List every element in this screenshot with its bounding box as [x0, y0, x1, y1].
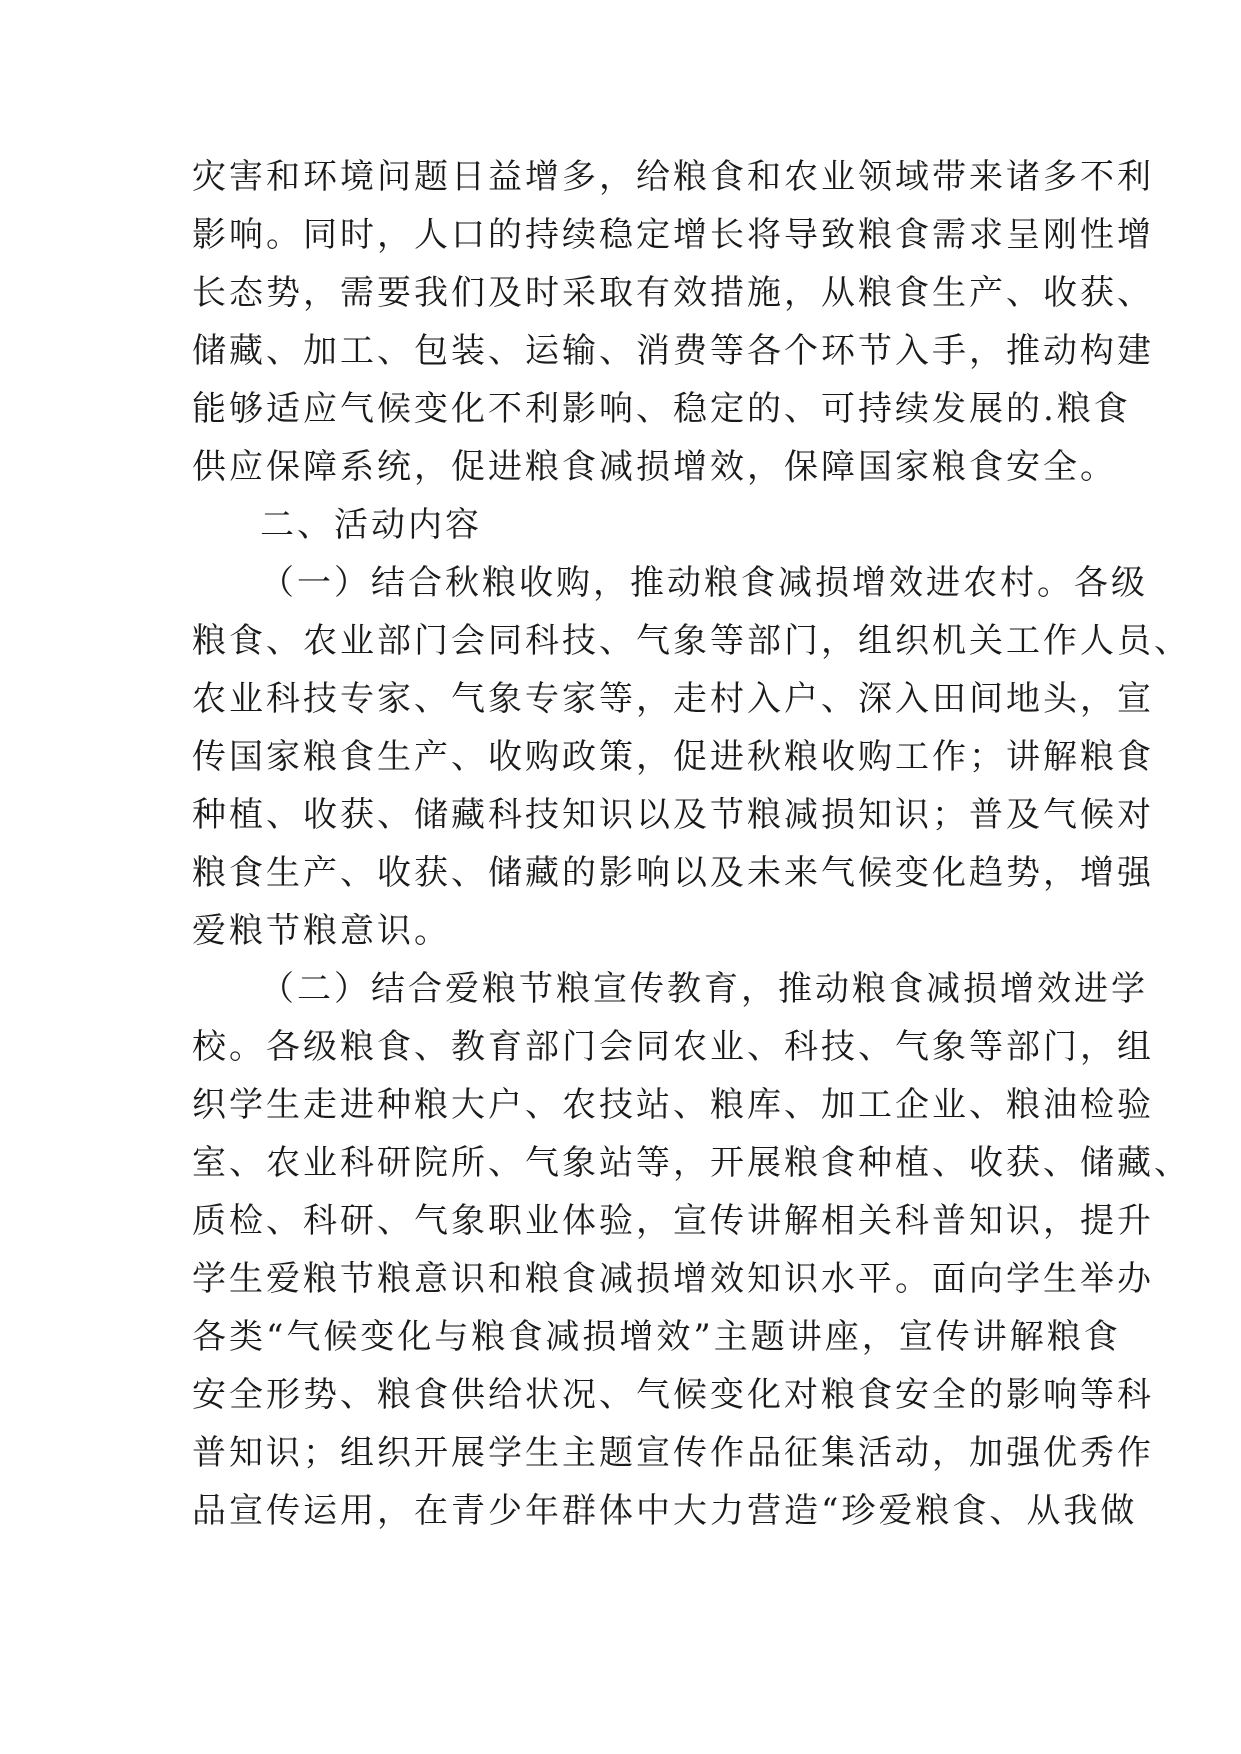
text-line: 各类“气候变化与粮食减损增效”主题讲座，宣传讲解粮食: [192, 1317, 1121, 1357]
text-line: 灾害和环境问题日益增多，给粮食和农业领域带来诸多不利: [192, 157, 1154, 197]
text-line: 粮食生产、收获、储藏的影响以及未来气候变化趋势，增强: [192, 853, 1154, 893]
text-line: 室、农业科研院所、气象站等，开展粮食种植、收获、储藏、: [192, 1143, 1191, 1183]
text-line: 能够适应气候变化不利影响、稳定的、可持续发展的.粮食: [192, 389, 1131, 429]
text-line: 粮食、农业部门会同科技、气象等部门，组织机关工作人员、: [192, 621, 1191, 661]
text-line: 爱粮节粮意识。: [192, 911, 451, 951]
text-line: 传国家粮食生产、收购政策，促进秋粮收购工作；讲解粮食: [192, 737, 1154, 777]
text-line: 质检、科研、气象职业体验，宣传讲解相关科普知识，提升: [192, 1201, 1154, 1241]
text-line: 储藏、加工、包装、运输、消费等各个环节入手，推动构建: [192, 331, 1154, 371]
text-line: 供应保障系统，促进粮食减损增效，保障国家粮食安全。: [192, 447, 1117, 487]
text-line: 影响。同时，人口的持续稳定增长将导致粮食需求呈刚性增: [192, 215, 1154, 255]
text-line: 普知识；组织开展学生主题宣传作品征集活动，加强优秀作: [192, 1433, 1154, 1473]
document-body: [192, 148, 1191, 1540]
text-line: 种植、收获、储藏科技知识以及节粮减损知识；普及气候对: [192, 795, 1154, 835]
text-line: 安全形势、粮食供给状况、气候变化对粮食安全的影响等科: [192, 1375, 1154, 1415]
paragraph-first-line: （二）结合爱粮节粮宣传教育，推动粮食减损增效进学: [260, 969, 1148, 1009]
paragraph-first-line: （一）结合秋粮收购，推动粮食减损增效进农村。各级: [260, 563, 1148, 603]
text-line: 织学生走进种粮大户、农技站、粮库、加工企业、粮油检验: [192, 1085, 1154, 1125]
text-line: 品宣传运用，在青少年群体中大力营造“珍爱粮食、从我做: [192, 1491, 1138, 1531]
text-line: 学生爱粮节粮意识和粮食减损增效知识水平。面向学生举办: [192, 1259, 1154, 1299]
text-line: 校。各级粮食、教育部门会同农业、科技、气象等部门，组: [192, 1027, 1154, 1067]
text-line: 农业科技专家、气象专家等，走村入户、深入田间地头，宣: [192, 679, 1154, 719]
text-line: 长态势，需要我们及时采取有效措施，从粮食生产、收获、: [192, 273, 1154, 313]
section-heading: 二、活动内容: [260, 505, 482, 545]
